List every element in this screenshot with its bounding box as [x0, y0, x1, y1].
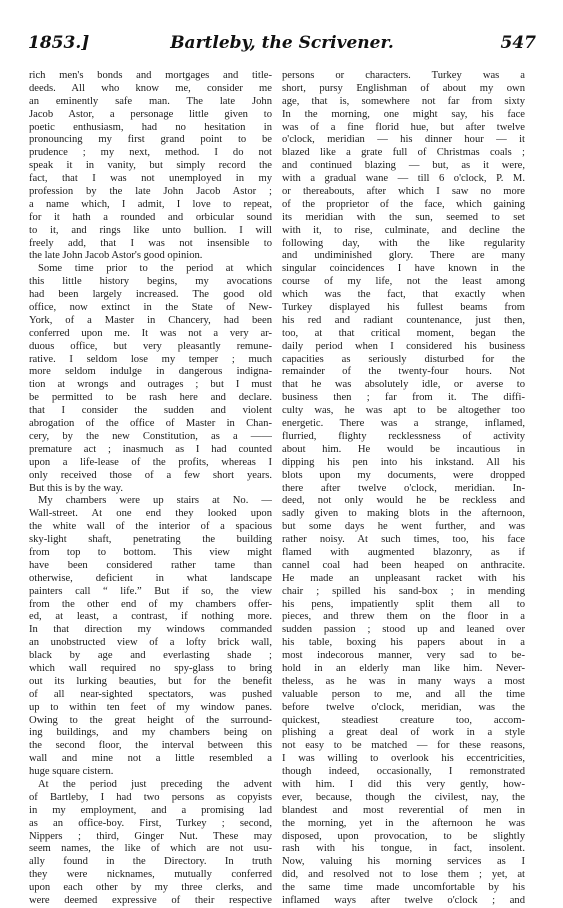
text-line: At the period just preceding the advent: [38, 778, 272, 790]
text-line: ing buildings, and my chambers being on: [29, 727, 272, 739]
text-line: age, that is, somewhere not far from sixty: [282, 95, 525, 107]
text-line: and continued blazing — but, as it were,: [282, 160, 525, 172]
text-line: wall and mine not a little resembled a: [29, 753, 272, 765]
text-line: sudden passion ; stood up and leaned over: [282, 624, 525, 636]
text-line: to it, and rings like unto bullion. I will: [29, 224, 272, 236]
text-line: chair ; spilled his sand-box ; in mending: [282, 585, 525, 597]
text-line: most indecorous manner, very sad to be-: [282, 650, 525, 662]
text-column-right: [282, 70, 525, 908]
text-line: daily period when I considered his business: [282, 340, 525, 352]
text-line: this little history begins, my avocations: [29, 276, 272, 288]
text-line: sky-light shaft, penetrating the building: [29, 534, 272, 546]
text-line: with it, to rise, culminate, and decline the: [282, 224, 525, 236]
text-line: did, and resolved not to lose them ; yet, at: [282, 869, 525, 881]
text-line: or thereabouts, after which I saw no more: [282, 186, 525, 198]
text-line: rative. I seldom lose my temper ; much: [29, 353, 272, 365]
text-line: short, pursy Englishman of about my own: [282, 82, 525, 94]
text-line: I was willing to overlook his eccentricities,: [282, 753, 525, 765]
text-line: ally found in the Directory. In truth: [29, 856, 272, 868]
text-line: persons or characters. Turkey was a: [282, 70, 525, 81]
text-line: blandest and most reverential of men in: [282, 804, 525, 816]
text-line: capacities as seriously disturbed for the: [282, 353, 525, 365]
text-line: My chambers were up stairs at No. —: [38, 495, 272, 507]
text-line: his red and radiant countenance, just then,: [282, 314, 525, 326]
text-line: huge square cistern.: [29, 766, 114, 778]
text-line: seem names, the like of which are not usu-: [29, 843, 272, 855]
text-line: o'clock, meridian — his dinner hour — it: [282, 134, 525, 146]
text-line: prudence ; my next, method. I do not: [29, 147, 272, 159]
text-line: blazed like a grate full of Christmas coals ;: [282, 147, 525, 159]
text-line: the white wall of the interior of a spacious: [29, 521, 272, 533]
text-line: though indeed, occasionally, I remonstrated: [282, 766, 525, 778]
text-line: had been largely increased. The good old: [29, 289, 272, 301]
text-line: of Bartleby, I had two persons as copyists: [29, 791, 272, 803]
text-line: which wall required no spy-glass to bring: [29, 662, 272, 674]
text-line: quickest, steadiest creature too, accom-: [282, 714, 525, 726]
page-number: 547: [500, 33, 536, 53]
text-line: conferred upon me. It was not a very ar-: [29, 327, 272, 339]
text-line: fact, that I was not unemployed in my: [29, 173, 272, 185]
text-line: deed, not only would he be reckless and: [282, 495, 525, 507]
text-line: speak it in vanity, but simply record the: [29, 160, 272, 172]
text-line: sadly given to making blots in the afternoon,: [282, 508, 525, 520]
text-line: rash with his tongue, in fact, insolent.: [282, 843, 525, 855]
text-line: profession by the late John Jacob Astor ;: [29, 186, 272, 198]
text-line: energetic. There was a strange, inflamed,: [282, 418, 525, 430]
text-line: the late John Jacob Astor's good opinion.: [29, 250, 203, 262]
text-line: before twelve o'clock, meridian, was the: [282, 701, 525, 713]
text-line: with him. I did this very gently, how-: [282, 778, 525, 790]
text-line: as an office-boy. First, Turkey ; second,: [29, 817, 272, 829]
text-line: Some time prior to the period at which: [38, 263, 272, 275]
header-year: 1853.]: [28, 33, 90, 53]
text-line: of all near-sighted spectators, was pushed: [29, 688, 272, 700]
running-head: [28, 33, 536, 59]
text-line: Wall-street. At one end they looked upon: [29, 508, 272, 520]
text-line: premature act ; inasmuch as I had counted: [29, 443, 272, 455]
text-line: He made an unpleasant racket with his: [282, 572, 525, 584]
text-line: the second floor, the interval between this: [29, 740, 272, 752]
text-line: only received those of a few short years.: [29, 469, 272, 481]
text-line: pieces, and threw them on the floor in a: [282, 611, 525, 623]
text-line: in my employment, and a promising lad: [29, 804, 272, 816]
text-line: up to within ten feet of my window panes.: [29, 701, 272, 713]
text-line: have been considered rather tame than: [29, 559, 272, 571]
text-line: office, now extinct in the State of New-: [29, 302, 272, 314]
text-line: dipping his pen into his inkstand. All his: [282, 456, 525, 468]
text-line: cannel coal had been heaped on anthracite.: [282, 559, 525, 571]
text-line: flurried, flighty recklessness of activity: [282, 430, 525, 442]
text-line: a name which, I admit, I love to repeat,: [29, 198, 272, 210]
text-line: singular coincidences I have known in the: [282, 263, 525, 275]
text-line: black by age and everlasting shade ;: [29, 650, 272, 662]
text-line: In that direction my windows commanded: [29, 624, 272, 636]
text-line: ed, at least, a contrast, if nothing more.: [29, 611, 272, 623]
text-line: painters call “ life.” But if so, the view: [29, 585, 272, 597]
text-line: course of my life, not the least among: [282, 276, 525, 288]
text-line: valuable person to me, and all the time: [282, 688, 525, 700]
text-line: In the morning, one might say, his face: [282, 108, 525, 120]
text-line: too, at that critical moment, began the: [282, 327, 525, 339]
text-line: inflamed ways after twelve o'clock ; and: [282, 895, 525, 906]
text-line: Now, valuing his morning services as I: [282, 856, 525, 868]
text-line: of the proprietor of the face, which gaining: [282, 198, 525, 210]
text-line: his table, boxing his papers about in a: [282, 637, 525, 649]
text-line: but some days he went further, and was: [282, 521, 525, 533]
text-line: business then ; far from it. The diffi-: [282, 392, 525, 404]
text-line: plishing a great deal of work in a style: [282, 727, 525, 739]
text-line: an unobstructed view of a lofty brick wall,: [29, 637, 272, 649]
text-line: hold in an elderly man like him. Never-: [282, 662, 525, 674]
text-line: Nippers ; third, Ginger Nut. These may: [29, 830, 272, 842]
text-line: with a gradual wane — till 6 o'clock, P. M.: [282, 173, 525, 185]
text-line: poetic enthusiasm, had no hesitation in: [29, 121, 272, 133]
text-line: cery, by the new Constitution, as a ——: [29, 430, 272, 442]
text-line: from the other end of my chambers offer-: [29, 598, 272, 610]
text-line: the same time made uncomfortable by his: [282, 882, 525, 894]
text-line: an eminently safe man. The late John: [29, 95, 272, 107]
text-line: culty was, he was apt to be altogether too: [282, 405, 525, 417]
text-line: York, of a Master in Chancery, had been: [29, 314, 272, 326]
text-line: otherwise, deficient in what landscape: [29, 572, 272, 584]
text-line: from top to bottom. This view might: [29, 546, 272, 558]
text-line: abrogation of the office of Master in Chan-: [29, 418, 272, 430]
text-line: they were nicknames, mutually conferred: [29, 869, 272, 881]
text-line: about him. He would be incautious in: [282, 443, 525, 455]
text-column-left: [29, 70, 272, 908]
text-line: deeds. All who know me, consider me: [29, 82, 272, 94]
text-line: rich men's bonds and mortgages and title-: [29, 70, 272, 81]
text-line: tion at wrongs and outrages ; but I must: [29, 379, 272, 391]
text-line: there after twelve o'clock, meridian. In-: [282, 482, 525, 494]
text-line: ever, because, though the civilest, nay, the: [282, 791, 525, 803]
text-line: more seldom indulge in dangerous indigna-: [29, 366, 272, 378]
text-line: and undiminished glory. There are many: [282, 250, 525, 262]
text-line: his pens, impatiently split them all to: [282, 598, 525, 610]
text-line: Owing to the great height of the surround-: [29, 714, 272, 726]
text-line: remainder of the twenty-four hours. Not: [282, 366, 525, 378]
text-line: that I consider the sudden and violent: [29, 405, 272, 417]
text-line: Turkey displayed his fullest beams from: [282, 302, 525, 314]
text-line: its meridian with the sun, seemed to set: [282, 211, 525, 223]
text-line: freely add, that I was not insensible to: [29, 237, 272, 249]
text-line: flamed with augmented blazonry, as if: [282, 546, 525, 558]
text-line: upon a life-lease of the profits, whereas I: [29, 456, 272, 468]
text-line: that he was absolutely idle, or averse to: [282, 379, 525, 391]
text-line: theless, as he was in many ways a most: [282, 675, 525, 687]
text-line: disposed, upon provocation, to be slightly: [282, 830, 525, 842]
text-line: But this is by the way.: [29, 482, 124, 494]
text-line: the morning, yet in the afternoon he was: [282, 817, 525, 829]
text-line: blots upon my documents, were dropped: [282, 469, 525, 481]
text-line: were deemed expressive of their respective: [29, 895, 272, 906]
text-line: be permitted to be rash here and declare.: [29, 392, 272, 404]
text-line: pronouncing my first grand point to be: [29, 134, 272, 146]
text-line: out its lurking beauties, but for the benefit: [29, 675, 272, 687]
header-title: Bartleby, the Scrivener.: [170, 33, 394, 53]
text-line: Jacob Astor, a personage little given to: [29, 108, 272, 120]
text-line: not easy to be matched — for these reasons,: [282, 740, 525, 752]
text-line: for it hath a rounded and orbicular sound: [29, 211, 272, 223]
text-line: following day, with the like regularity: [282, 237, 525, 249]
text-line: rather noisy. At such times, too, his face: [282, 534, 525, 546]
text-line: duous office, but very pleasantly remune-: [29, 340, 272, 352]
text-line: was of a fine florid hue, but after twelve: [282, 121, 525, 133]
text-line: upon each other by my three clerks, and: [29, 882, 272, 894]
text-line: which was the fact, that exactly when: [282, 289, 525, 301]
